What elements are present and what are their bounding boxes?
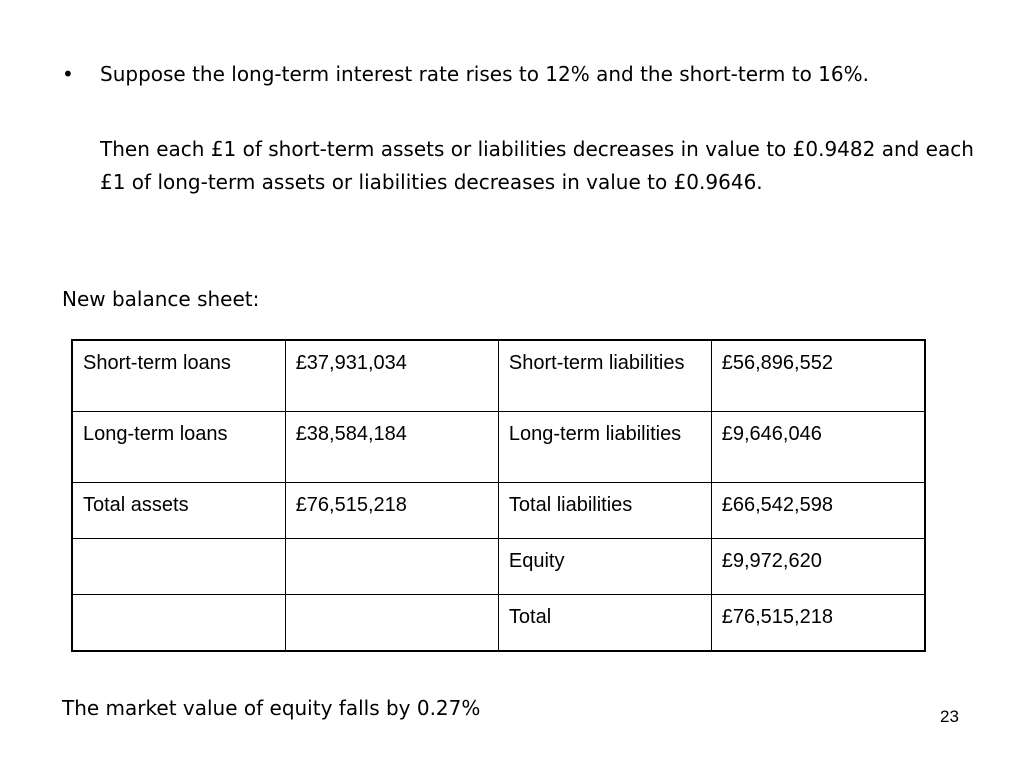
table-cell: Equity [498, 539, 711, 595]
table-cell [72, 539, 285, 595]
bullet-text: Suppose the long-term interest rate rises to 12% and the short-term to 16%. [100, 62, 869, 86]
bullet-point [62, 58, 982, 91]
table-cell: £38,584,184 [285, 412, 498, 483]
balance-sheet-heading: New balance sheet: [62, 287, 260, 311]
table-cell: Short-term liabilities [498, 340, 711, 412]
table-cell: £76,515,218 [285, 483, 498, 539]
table-cell: Total [498, 595, 711, 652]
page-number: 23 [940, 707, 959, 726]
table-cell: £56,896,552 [711, 340, 925, 412]
table-cell [72, 595, 285, 652]
table-cell: Long-term liabilities [498, 412, 711, 483]
balance-sheet-table [71, 339, 926, 652]
table-row [72, 340, 925, 412]
table-cell: Long-term loans [72, 412, 285, 483]
table-cell: Total assets [72, 483, 285, 539]
conclusion-text: The market value of equity falls by 0.27% [62, 696, 481, 720]
table-cell [285, 595, 498, 652]
table-cell: £37,931,034 [285, 340, 498, 412]
table-cell: Short-term loans [72, 340, 285, 412]
table-row [72, 539, 925, 595]
table-cell: £9,972,620 [711, 539, 925, 595]
bullet-glyph: • [62, 62, 74, 86]
table-cell: £76,515,218 [711, 595, 925, 652]
table-row [72, 595, 925, 652]
table-row [72, 412, 925, 483]
table-cell: £9,646,046 [711, 412, 925, 483]
table-row [72, 483, 925, 539]
table-cell: £66,542,598 [711, 483, 925, 539]
table-cell: Total liabilities [498, 483, 711, 539]
bullet-continuation: Then each £1 of short-term assets or liabilities decreases in value to £0.9482 and each £1 of long-term assets or liabilities decreases in value to £0.9646. [100, 137, 974, 194]
table-cell [285, 539, 498, 595]
